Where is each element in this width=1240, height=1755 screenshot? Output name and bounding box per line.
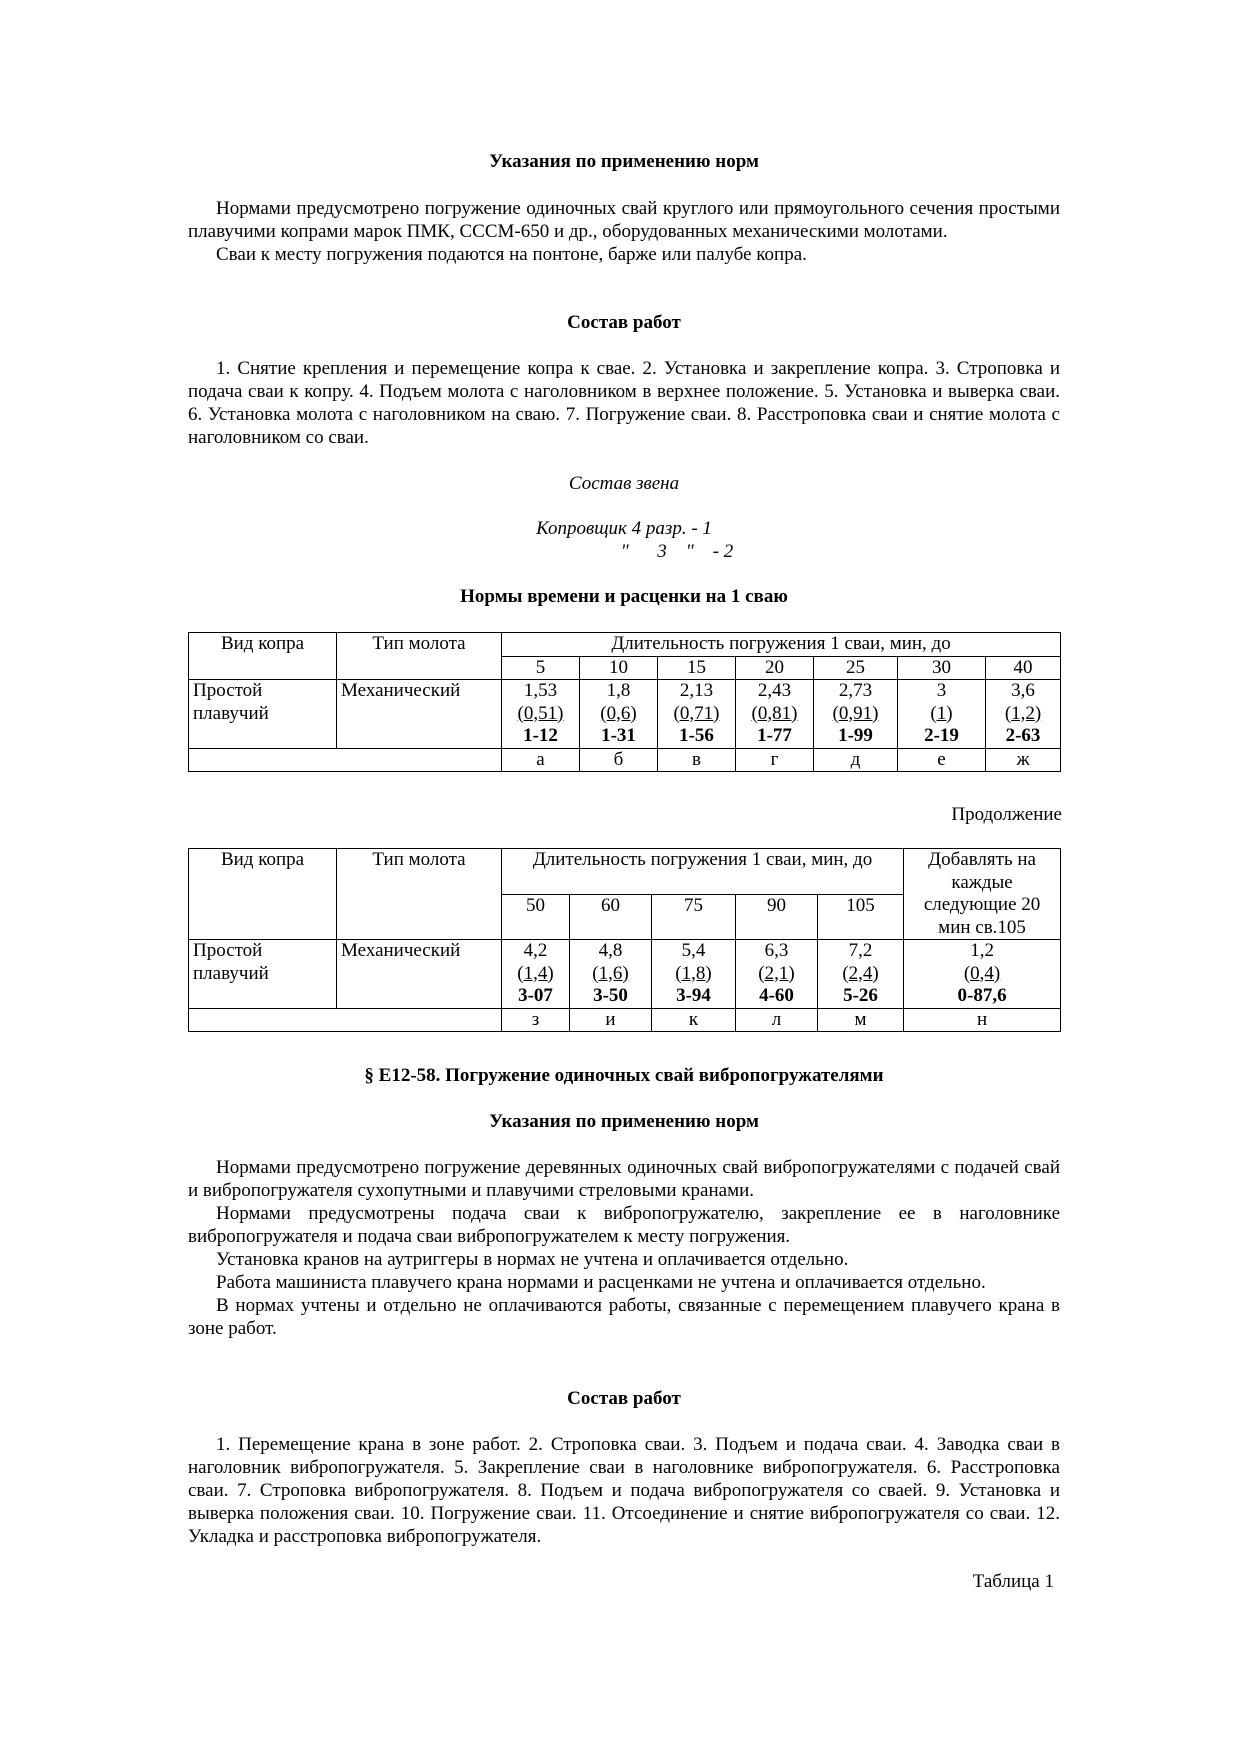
price-value: 2-19 bbox=[924, 725, 959, 746]
value-cell bbox=[736, 940, 818, 1009]
crew-line: Копровщик 4 разр. - 1 bbox=[536, 518, 712, 539]
empty-cell bbox=[189, 1008, 502, 1032]
price-value: 3-94 bbox=[676, 985, 711, 1006]
duration-cell: 90 bbox=[736, 894, 818, 940]
letter-cell: г bbox=[736, 748, 814, 772]
duration-cell: 75 bbox=[652, 894, 736, 940]
section-heading: Состав работ bbox=[567, 1388, 681, 1409]
extra-value: (0,6) bbox=[600, 702, 637, 724]
value-cell bbox=[736, 680, 814, 749]
letter-cell: б bbox=[580, 748, 658, 772]
extra-value: (1) bbox=[930, 702, 953, 724]
extra-value: (1,4) bbox=[517, 962, 554, 984]
duration-cell: 20 bbox=[736, 656, 814, 680]
section-heading: Состав работ bbox=[567, 312, 681, 333]
header-cell: Добавлять на каждые следующие 20 мин св.105 bbox=[904, 849, 1061, 940]
header-cell: Тип молота bbox=[337, 849, 502, 940]
value-cell bbox=[502, 940, 570, 1009]
value-cell bbox=[652, 940, 736, 1009]
value-cell bbox=[658, 680, 736, 749]
value-cell bbox=[904, 940, 1061, 1009]
price-value: 1-77 bbox=[757, 725, 792, 746]
norm-value: 2,43 bbox=[757, 680, 792, 701]
extra-value: (1,2) bbox=[1004, 702, 1042, 724]
value-cell bbox=[580, 680, 658, 749]
crew-heading: Состав звена bbox=[568, 473, 680, 494]
row-label: Простой плавучий bbox=[189, 680, 337, 749]
duration-cell: 25 bbox=[814, 656, 898, 680]
extra-value: (1,8) bbox=[675, 962, 712, 984]
duration-cell: 15 bbox=[658, 656, 736, 680]
extra-value: (0,81) bbox=[751, 702, 798, 724]
paragraph: Нормами предусмотрены подача сваи к вибропогружателю, закрепление ее в наголовнике вибропогружателя и подача сваи вибропогружателем к месту погружения. bbox=[188, 1203, 1060, 1247]
work-list-paragraph: 1. Снятие крепления и перемещение копра к свае. 2. Установка и закрепление копра. 3. Строповка и подача сваи к копру. 4. Подъем молота с наголовником в верхнее положение. 5. Установка и выверка сваи. 6. Установка молота с наголовником на сваю. 7. Погружение сваи. 8. Расстроповка сваи и снятие молота с наголовником со сваи. bbox=[188, 358, 1060, 448]
norm-value: 2,13 bbox=[679, 680, 714, 701]
value-cell bbox=[814, 680, 898, 749]
norm-value: 7,2 bbox=[848, 940, 873, 961]
letter-cell: з bbox=[502, 1008, 570, 1032]
norm-value: 2,73 bbox=[838, 680, 873, 701]
letter-cell: а bbox=[502, 748, 580, 772]
paragraph: Нормами предусмотрено погружение деревянных одиночных свай вибропогружателями с подачей свай и вибропогружателя сухопутными и плавучими стреловыми кранами. bbox=[188, 1157, 1060, 1201]
section-title: § Е12-58. Погружение одиночных свай вибропогружателями bbox=[364, 1065, 884, 1086]
letter-cell: ж bbox=[986, 748, 1061, 772]
price-value: 1-31 bbox=[601, 725, 636, 746]
row-label: Механический bbox=[337, 940, 502, 1009]
value-cell bbox=[502, 680, 580, 749]
duration-cell: 10 bbox=[580, 656, 658, 680]
extra-value: (0,91) bbox=[832, 702, 879, 724]
norms-table-2 bbox=[188, 848, 1061, 1032]
price-value: 0-87,6 bbox=[957, 985, 1007, 1006]
norm-value: 5,4 bbox=[681, 940, 706, 961]
header-cell: Длительность погружения 1 сваи, мин, до bbox=[502, 849, 904, 895]
crew-line: " 3 " - 2 bbox=[620, 541, 734, 562]
norms-table-1 bbox=[188, 632, 1061, 772]
price-value: 1-56 bbox=[679, 725, 714, 746]
duration-cell: 105 bbox=[818, 894, 904, 940]
value-cell bbox=[898, 680, 986, 749]
letter-cell: д bbox=[814, 748, 898, 772]
price-value: 1-99 bbox=[838, 725, 873, 746]
extra-value: (2,4) bbox=[842, 962, 879, 984]
paragraph: Работа машиниста плавучего крана нормами и расценками не учтена и оплачивается отдельно. bbox=[216, 1272, 986, 1293]
price-value: 2-63 bbox=[1005, 725, 1041, 746]
paragraph: Установка кранов на аутриггеры в нормах не учтена и оплачивается отдельно. bbox=[216, 1249, 849, 1270]
header-cell: Тип молота bbox=[337, 633, 502, 680]
price-value: 3-07 bbox=[518, 985, 553, 1006]
extra-value: (0,4) bbox=[963, 962, 1001, 984]
paragraph: Нормами предусмотрено погружение одиночных свай круглого или прямоугольного сечения простыми плавучими копрами марок ПМК, СССМ-650 и др., оборудованных механическими молотами. bbox=[188, 198, 1060, 242]
paragraph: В нормах учтены и отдельно не оплачиваются работы, связанные с перемещением плавучего крана в зоне работ. bbox=[188, 1295, 1060, 1339]
duration-cell: 5 bbox=[502, 656, 580, 680]
value-cell bbox=[818, 940, 904, 1009]
letter-cell: е bbox=[898, 748, 986, 772]
price-value: 4-60 bbox=[759, 985, 794, 1006]
letter-cell: л bbox=[736, 1008, 818, 1032]
norm-value: 3,6 bbox=[1011, 680, 1035, 701]
duration-cell: 60 bbox=[570, 894, 652, 940]
section-heading: Указания по применению норм bbox=[489, 151, 759, 172]
empty-cell bbox=[189, 748, 502, 772]
price-value: 3-50 bbox=[593, 985, 628, 1006]
letter-cell: и bbox=[570, 1008, 652, 1032]
table-heading: Нормы времени и расценки на 1 сваю bbox=[460, 586, 788, 607]
norm-value: 1,8 bbox=[606, 680, 631, 701]
letter-cell: н bbox=[904, 1008, 1061, 1032]
duration-cell: 40 bbox=[986, 656, 1061, 680]
price-value: 5-26 bbox=[843, 985, 878, 1006]
work-list-paragraph: 1. Перемещение крана в зоне работ. 2. Строповка сваи. 3. Подъем и подача сваи. 4. Заводка сваи в наголовник вибропогружателя. 5. Закрепление сваи в наголовнике вибропогружателя. 6. Расстроповка сваи. 7. Строповка вибропогружателя. 8. Подъем и подача вибропогружателя со сваей. 9. Установка и выверка положения сваи. 10. Погружение сваи. 11. Отсоединение и снятие вибропогружателя со сваи. 12. Укладка и расстроповка вибропогружателя. bbox=[188, 1434, 1060, 1547]
norm-value: 4,2 bbox=[523, 940, 548, 961]
letter-cell: м bbox=[818, 1008, 904, 1032]
value-cell bbox=[986, 680, 1061, 749]
extra-value: (0,51) bbox=[517, 702, 564, 724]
duration-cell: 50 bbox=[502, 894, 570, 940]
letter-cell: к bbox=[652, 1008, 736, 1032]
table-label: Таблица 1 bbox=[972, 1571, 1054, 1592]
paragraph: Сваи к месту погружения подаются на понтоне, барже или палубе копра. bbox=[216, 244, 807, 265]
header-cell: Длительность погружения 1 сваи, мин, до bbox=[502, 633, 1061, 657]
letter-cell: в bbox=[658, 748, 736, 772]
norm-value: 3 bbox=[936, 680, 947, 701]
row-label: Простой плавучий bbox=[189, 940, 337, 1009]
header-cell: Вид копра bbox=[189, 849, 337, 940]
continuation-label: Продолжение bbox=[951, 804, 1062, 825]
norm-value: 1,53 bbox=[523, 680, 558, 701]
header-cell: Вид копра bbox=[189, 633, 337, 680]
duration-cell: 30 bbox=[898, 656, 986, 680]
norm-value: 1,2 bbox=[970, 940, 994, 961]
section-heading: Указания по применению норм bbox=[489, 1111, 759, 1132]
norm-value: 4,8 bbox=[598, 940, 623, 961]
extra-value: (1,6) bbox=[592, 962, 629, 984]
extra-value: (0,71) bbox=[673, 702, 720, 724]
value-cell bbox=[570, 940, 652, 1009]
norm-value: 6,3 bbox=[764, 940, 789, 961]
extra-value: (2,1) bbox=[758, 962, 795, 984]
row-label: Механический bbox=[337, 680, 502, 749]
price-value: 1-12 bbox=[523, 725, 558, 746]
